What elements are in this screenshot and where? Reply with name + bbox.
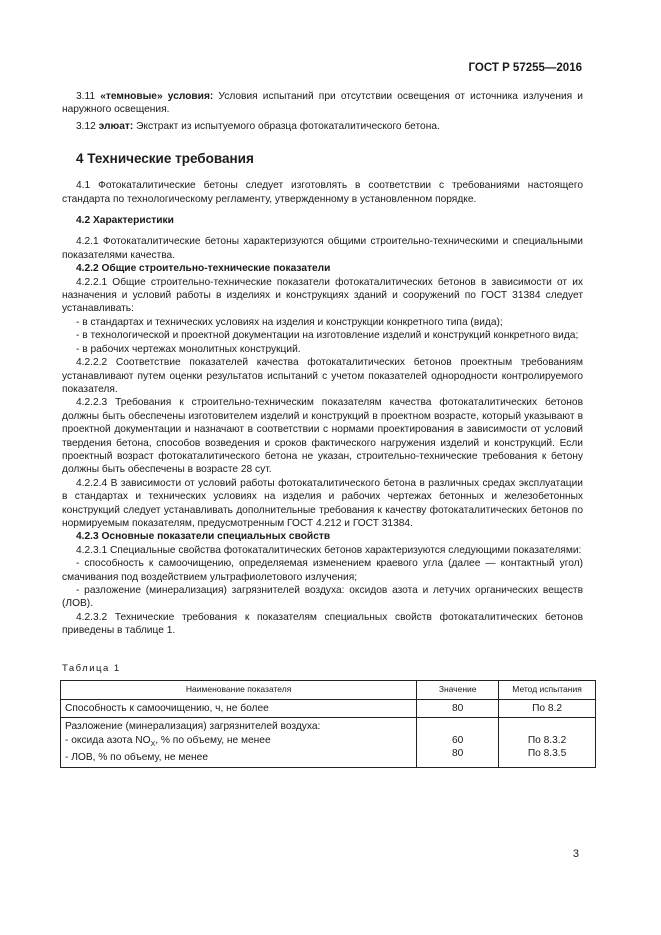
clause-4-1: 4.1 Фотокаталитические бетоны следует изготовлять в соответствии с требованиями настоящего стандарта по технологическому регламенту, утвержденному в установленном порядке. <box>62 180 583 205</box>
list-item: - в технологической и проектной документации на изготовление изделий и конструкций конкретного вида; <box>76 330 579 342</box>
subsection-heading-4-2-3: 4.2.3 Основные показатели специальных свойств <box>76 531 331 543</box>
definition: Экстракт из испытуемого образца фотокаталитического бетона. <box>133 120 440 132</box>
clause-4-2-2-4: 4.2.2.4 В зависимости от условий работы фотокаталитического бетона в различных средах эксплуатации в стандартах и технических условиях на изделия и рабочих чертежах бетонных и железобетонных конструкций следует устанавливать дополнительные требования к качеству фотокаталитических бетонов по нормируемым показателям, предусмотренным ГОСТ 4.212 и ГОСТ 31384. <box>62 477 583 529</box>
column-header: Наименование показателя <box>61 681 417 700</box>
term: «темновые» условия: <box>100 91 214 102</box>
clause-number: 3.11 <box>76 91 101 102</box>
clause-number: 3.12 <box>76 120 99 132</box>
list-item: - в рабочих чертежах монолитных конструкций. <box>76 343 301 355</box>
page-content <box>62 90 583 768</box>
indicator-value: 80 <box>417 700 499 718</box>
table-row <box>61 718 596 767</box>
requirements-table <box>60 680 596 768</box>
clause-4-2-2-1: 4.2.2.1 Общие строительно-технические показатели фотокаталитических бетонов в зависимости от их назначения и условий работы в изделиях и конструкциях зданий и сооружений по ГОСТ 31384 следует устанавливать: <box>62 276 583 315</box>
test-method: По 8.2 <box>499 700 596 718</box>
column-header: Значение <box>417 681 499 700</box>
subsection-heading-4-2-2: 4.2.2 Общие строительно-технические показатели <box>76 263 331 275</box>
subsection-heading-4-2: 4.2 Характеристики <box>76 215 174 227</box>
list-item: - в стандартах и технических условиях на изделия и конструкции конкретного типа (вида); <box>76 316 503 328</box>
test-method <box>499 718 596 767</box>
page-number: 3 <box>572 848 579 860</box>
indicator-subitem <box>65 734 412 751</box>
indicator-name <box>61 718 417 767</box>
method-a: По 8.3.2 <box>527 734 567 746</box>
section-heading: 4 Технические требования <box>76 151 254 167</box>
clause-3-11 <box>62 90 583 117</box>
method-b: По 8.3.5 <box>527 748 567 760</box>
clause-4-2-1: 4.2.1 Фотокаталитические бетоны характеризуются общими строительно-техническими и специальными показателями качества. <box>62 236 583 261</box>
indicator-subitem: - ЛОВ, % по объему, не менее <box>65 752 208 764</box>
table-row <box>61 700 596 718</box>
clause-4-2-2-3: 4.2.2.3 Требования к строительно-техническим показателям качества фотокаталитических бетонов должны быть обеспечены изготовителем изделий и конструкций в проектном возрасте, который указывают в проектной документации и назначают в соответствии с нормами проектирования в зависимости от условий твердения бетона, способов возведения и сроков фактического нагружения изделий и конструкций. Если проектный возраст фотокаталитического бетона не указан, строительно-технические требования к бетону должны быть обеспечены в возрасте 28 сут. <box>62 397 583 476</box>
value-a: 60 <box>451 734 464 746</box>
subscript: X <box>150 740 156 748</box>
list-item: - способность к самоочищению, определяемая изменением краевого угла (далее — контактный угол) смачивания под воздействием ультрафиолетового излучения; <box>62 558 583 583</box>
definition: Условия испытаний при отсутствии освещения от источника излучения и наружного освещения. <box>62 91 583 116</box>
clause-4-2-3-1: 4.2.3.1 Специальные свойства фотокаталитических бетонов характеризуются следующими показателями: <box>76 544 582 556</box>
table-caption: Таблица 1 <box>62 662 121 674</box>
value-b: 80 <box>451 748 464 760</box>
term: элюат: <box>98 120 134 132</box>
clause-4-2-3-2: 4.2.3.2 Технические требования к показателям специальных свойств фотокаталитических бетонов приведены в таблице 1. <box>62 611 583 637</box>
list-item: - разложение (минерализация) загрязнителей воздуха: оксидов азота и летучих органических веществ (ЛОВ). <box>62 585 583 610</box>
indicator-group-title: Разложение (минерализация) загрязнителей воздуха: <box>65 721 321 733</box>
document-code: ГОСТ Р 57255—2016 <box>468 62 582 74</box>
subitem-text: - оксида азота NO <box>65 734 151 746</box>
indicator-value <box>417 718 499 767</box>
clause-3-12 <box>62 120 583 133</box>
subitem-text: , % по объему, не менее <box>155 734 271 746</box>
table-header-row <box>61 681 596 700</box>
indicator-name: Способность к самоочищению, ч, не более <box>61 700 417 718</box>
clause-4-2-2-2: 4.2.2.2 Соответствие показателей качества фотокаталитических бетонов проектным требованиям устанавливают путем оценки результатов испытаний с учетом показателей однородности контролируемого показателя. <box>62 357 583 395</box>
column-header: Метод испытания <box>499 681 596 700</box>
